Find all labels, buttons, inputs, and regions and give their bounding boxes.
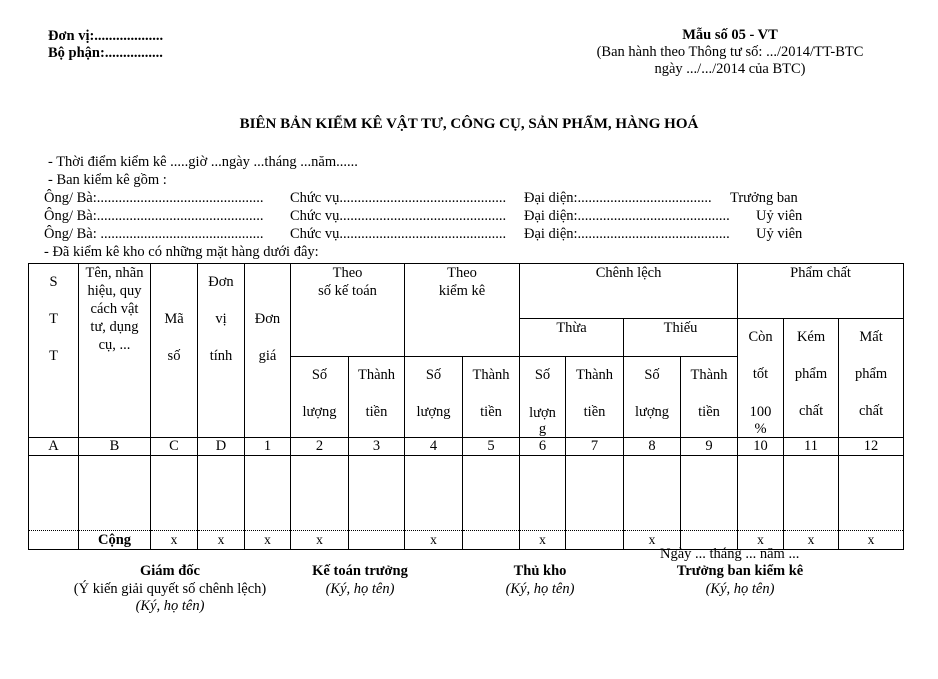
header-amount: Thành tiền <box>681 356 738 437</box>
header-by-accounting: Theo số kế toán <box>291 264 405 357</box>
header-qty: Số lượng <box>624 356 681 437</box>
member-role: Trưởng ban <box>730 190 798 206</box>
cell[interactable] <box>624 456 681 531</box>
header-good: Còn tốt 100 % <box>738 319 784 438</box>
member-name: Ông/ Bà: ............................................. <box>44 226 264 242</box>
column-index-row: A B C D 1 2 3 4 5 6 7 8 9 10 11 12 <box>29 438 904 456</box>
cell[interactable] <box>79 456 151 531</box>
form-code-block <box>560 27 900 78</box>
cell[interactable] <box>405 456 463 531</box>
header-code: Mã số <box>151 264 198 438</box>
header-qty: Số lượn g <box>520 356 566 437</box>
header-unit: Đơn vị tính <box>198 264 245 438</box>
cell[interactable] <box>349 456 405 531</box>
header-stt: S T T <box>29 264 79 438</box>
form-code: Mẫu số 05 - VT <box>682 27 778 43</box>
cell[interactable] <box>520 456 566 531</box>
inventory-table <box>28 263 904 550</box>
cell[interactable] <box>151 456 198 531</box>
committee-member-row <box>44 190 814 208</box>
cell[interactable] <box>29 456 79 531</box>
unit-department-block <box>48 28 163 62</box>
cell[interactable] <box>291 456 349 531</box>
header-poor-quality: Kém phẩm chất <box>784 319 839 438</box>
member-role: Uỷ viên <box>756 208 803 224</box>
header-quality: Phẩm chất <box>738 264 904 319</box>
member-role: Uỷ viên <box>756 226 803 242</box>
member-position: Chức vụ.............................................. <box>290 208 507 224</box>
cell[interactable] <box>566 456 624 531</box>
member-position: Chức vụ.............................................. <box>290 226 507 242</box>
document-title: BIÊN BẢN KIỂM KÊ VẬT TƯ, CÔNG CỤ, SẢN PHẨM, HÀNG HOÁ <box>239 116 699 132</box>
header-qty: Số lượng <box>405 356 463 437</box>
issued-by-line2: ngày .../.../2014 của BTC) <box>654 61 806 77</box>
department-field: Bộ phận:................ <box>48 45 163 61</box>
table-row <box>29 456 904 531</box>
total-row: Cộng x x x x x x x x x x <box>29 531 904 550</box>
cell[interactable] <box>839 456 904 531</box>
items-intro-line: - Đã kiểm kê kho có những mặt hàng dưới đây: <box>44 244 319 260</box>
cell[interactable] <box>198 456 245 531</box>
unit-field: Đơn vị:................... <box>48 28 164 44</box>
inventory-time-line: - Thời điểm kiểm kê .....giờ ...ngày ...tháng ...năm...... <box>48 154 358 170</box>
signature-director: Giám đốc (Ý kiến giải quyết số chênh lệch) (Ký, họ tên) <box>73 563 267 614</box>
total-label: Cộng <box>79 531 151 550</box>
header-amount: Thành tiền <box>349 356 405 437</box>
member-position: Chức vụ.............................................. <box>290 190 507 206</box>
committee-line: - Ban kiểm kê gồm : <box>48 171 167 188</box>
intro-block <box>44 154 358 189</box>
header-surplus: Thừa <box>520 319 624 357</box>
header-unit-price: Đơn giá <box>245 264 291 438</box>
header-shortage: Thiếu <box>624 319 738 357</box>
cell[interactable] <box>784 456 839 531</box>
header-amount: Thành tiền <box>463 356 520 437</box>
header-lost-quality: Mất phẩm chất <box>839 319 904 438</box>
member-representing: Đại diện:.......................................... <box>524 208 730 224</box>
committee-member-row <box>44 208 814 226</box>
cell[interactable] <box>245 456 291 531</box>
member-name: Ông/ Bà:.............................................. <box>44 208 264 224</box>
member-name: Ông/ Bà:.............................................. <box>44 190 264 206</box>
member-representing: Đại diện:.......................................... <box>524 226 730 242</box>
signing-date-line: Ngày ... tháng ... năm ... <box>660 546 800 562</box>
cell[interactable] <box>681 456 738 531</box>
header-item-name: Tên, nhãn hiệu, quy cách vật tư, dụng cụ, ... <box>79 264 151 438</box>
header-by-count: Theo kiểm kê <box>405 264 520 357</box>
header-qty: Số lượng <box>291 356 349 437</box>
header-amount: Thành tiền <box>566 356 624 437</box>
signature-committee-head: Trưởng ban kiểm kê (Ký, họ tên) <box>676 563 804 597</box>
committee-member-row <box>44 226 814 244</box>
cell[interactable] <box>463 456 520 531</box>
issued-by-line1: (Ban hành theo Thông tư số: .../2014/TT-BTC <box>596 44 864 60</box>
header-difference: Chênh lệch <box>520 264 738 319</box>
member-representing: Đại diện:..................................... <box>524 190 712 206</box>
cell[interactable] <box>738 456 784 531</box>
signature-storekeeper: Thủ kho (Ký, họ tên) <box>505 563 575 597</box>
signature-chief-accountant: Kế toán trưởng (Ký, họ tên) <box>312 563 408 597</box>
